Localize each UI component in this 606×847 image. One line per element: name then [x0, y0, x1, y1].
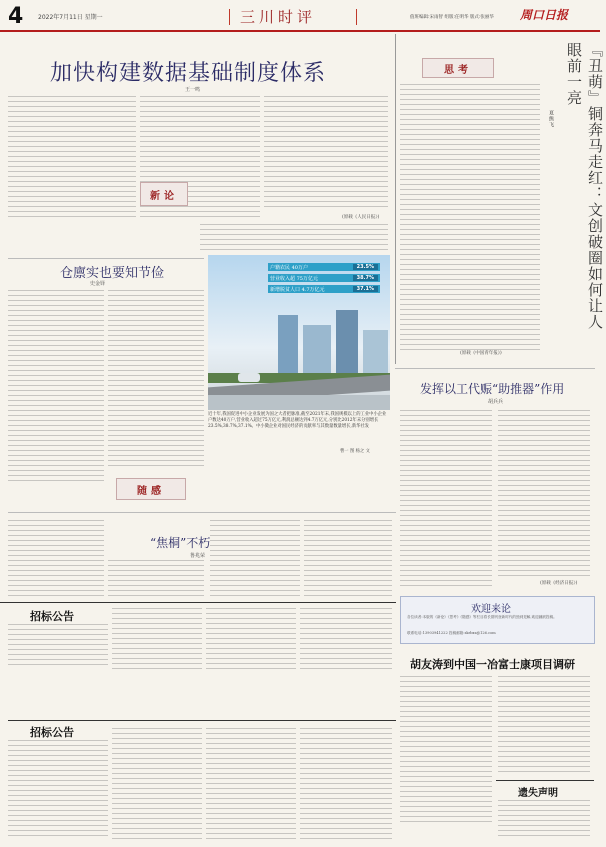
suigan-stamp: 随感 [116, 478, 186, 500]
photo-stat: 营业收入超 75万亿元 38.7% [268, 274, 380, 282]
recruit-title: 招标公告 [30, 610, 74, 623]
xinlun-source: (原载《人民日报》) [342, 215, 380, 220]
photo-caption: 近十年,我国促进中小企业发展为国之大者把脉准,截至2021年末,我国规模以上的工业中小企业户数达40万户,营业收入超过75万亿元,利润总额达到4.7万亿元,分别比2012年末分别增长23.5%,38.7%,37.1%。中小微企业对国民经济的贡献率与其数量数量增长,新华社发 [208, 412, 387, 429]
jiaotong-column [304, 520, 392, 600]
jiaotong-column [8, 520, 104, 600]
main-article-column [8, 96, 136, 220]
ad-body [206, 608, 296, 672]
recruit-body [8, 740, 108, 840]
recruit-title: 招标公告 [30, 726, 74, 739]
issue-date: 2022年7月11日 星期一 [38, 14, 103, 21]
lost-notice-title: 遗失声明 [518, 788, 558, 799]
side-article-source: (原载《中国青年报》) [460, 351, 502, 356]
cangli-title: 仓廪实也要知节俭 [60, 266, 165, 281]
labor-source: (原载《经济日报》) [540, 581, 578, 586]
sikao-stamp: 思考 [422, 58, 494, 78]
photo-stat: 新增脱贫人口 4.7万亿元 37.1% [268, 285, 380, 293]
welcome-box [400, 596, 595, 644]
ad-body [300, 608, 392, 672]
hu-article-column [498, 676, 590, 776]
ad-divider [496, 780, 594, 781]
page-number: 4 [8, 4, 24, 29]
recruit-body [8, 624, 108, 668]
labor-column [400, 410, 492, 588]
jiaotong-author: 鲁兆荣 [190, 553, 206, 559]
welcome-line: 各位读者:本版的《新论》《思考》《随感》等栏目将长期刊登新时代的独到见解,欢迎踊跃投稿。 [407, 615, 557, 619]
ad-divider [8, 720, 396, 721]
main-article-column [200, 224, 388, 252]
header-divider [356, 9, 357, 25]
row-divider [395, 368, 595, 369]
labor-author: 胡兵兵 [488, 399, 504, 405]
header-rule [0, 30, 600, 32]
cangli-column [108, 290, 204, 470]
ad-divider [0, 602, 396, 603]
photo-stats [268, 263, 380, 293]
row-divider [8, 258, 204, 259]
city-illustration [208, 315, 390, 410]
ad-body [206, 728, 296, 840]
newspaper-logo: 周口日报 [520, 8, 569, 22]
header-divider [229, 9, 230, 25]
row-divider [8, 512, 396, 513]
side-article-column [400, 84, 540, 354]
ad-body [112, 608, 202, 672]
editor-credits: 值班编辑:宋雨智 组版:任明华 版式:张丽华 [410, 15, 494, 20]
photo-stat: 户籍农民 40万户 23.5% [268, 263, 380, 271]
column-divider [395, 34, 396, 364]
cangli-author: 史金铎 [90, 281, 106, 287]
ad-body [112, 728, 202, 840]
main-article-column [264, 96, 388, 211]
side-article-author: 夏熊飞 [548, 110, 554, 128]
ad-body [300, 728, 392, 840]
cangli-column [8, 290, 104, 485]
side-article-title: 『丑萌』铜奔马走红：文创破圈如何让人眼前一亮 [565, 42, 604, 330]
labor-title: 发挥以工代赈“助推器”作用 [420, 382, 565, 396]
hu-article-title: 胡友涛到中国一冶富士康项目调研 [410, 658, 575, 671]
photo-credit: 曹一 图 杨之 文 [340, 449, 370, 454]
jiaotong-column [108, 560, 204, 600]
section-title: 三川时评 [240, 8, 317, 26]
welcome-title: 欢迎来论 [471, 604, 511, 615]
main-article-author: 王一鸣 [185, 87, 201, 93]
labor-column [498, 410, 590, 578]
lost-notice-body [498, 800, 590, 840]
jiaotong-column [210, 520, 300, 600]
welcome-contact: 联系电话:13903941222 投稿邮箱:zkrbxz@126.com [407, 631, 496, 635]
xinlun-stamp: 新论 [140, 182, 188, 206]
jiaotong-title: “焦桐”不朽 [150, 536, 211, 550]
news-photo [208, 255, 390, 410]
main-article-title: 加快构建数据基础制度体系 [50, 61, 327, 86]
hu-article-column [400, 676, 492, 826]
